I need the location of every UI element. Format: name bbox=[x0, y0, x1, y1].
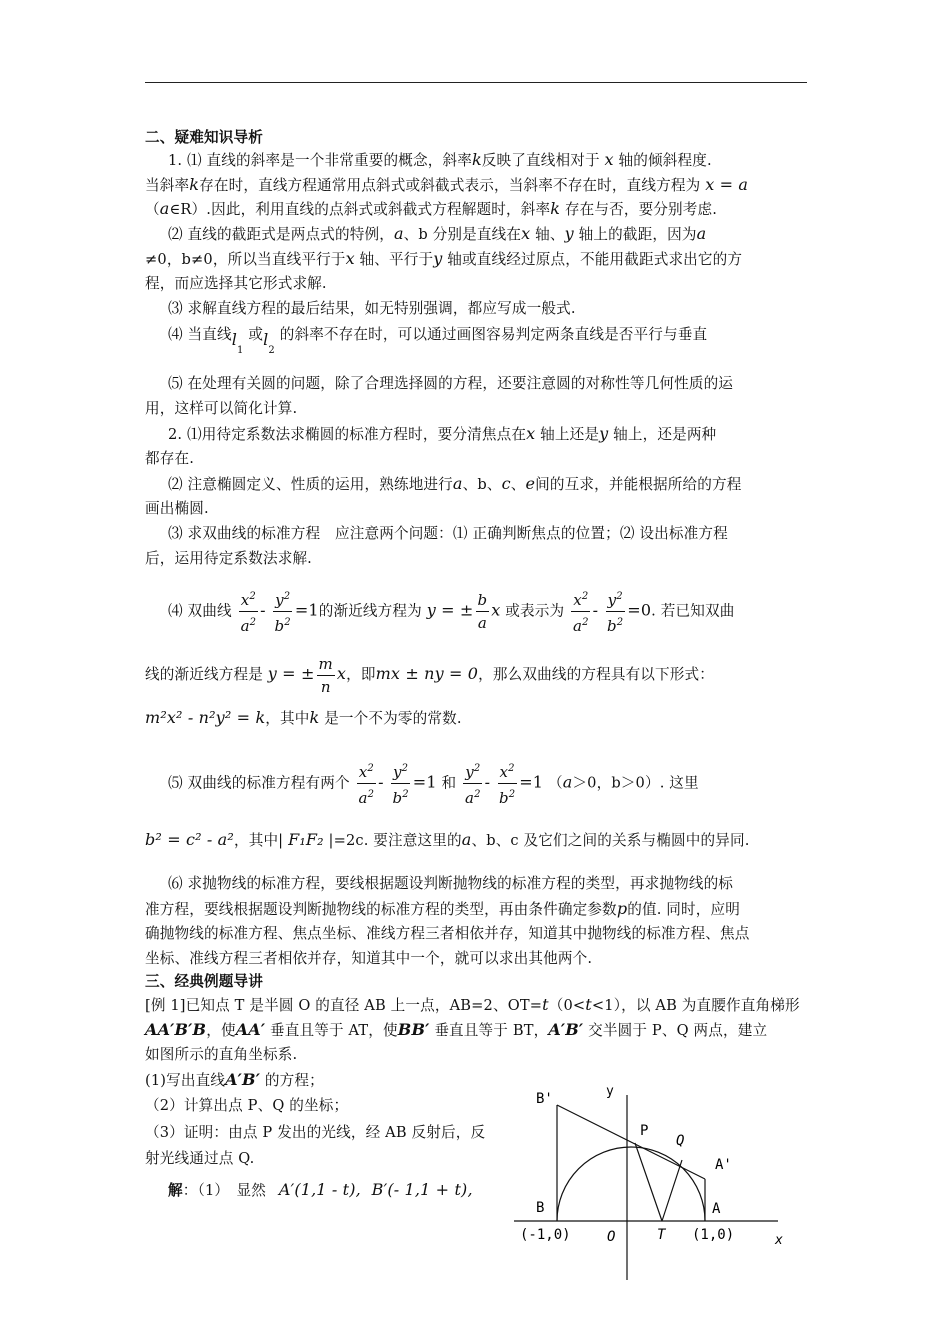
label-neg-one: (-1,0) bbox=[520, 1227, 571, 1243]
question-3-line-2: 射光线通过点 Q. bbox=[145, 1150, 255, 1167]
label-t: T bbox=[657, 1227, 666, 1243]
question-1: (1)写出直线A′B′ 的方程； bbox=[145, 1070, 324, 1089]
example-1-line-2: AA′B′B，使AA′ 垂直且等于 AT，使BB′ 垂直且等于 BT，A′B′ 交半圆于 P、Q 两点，建立 bbox=[145, 1020, 768, 1039]
section-2-heading: 二、疑难知识导析 bbox=[145, 129, 263, 146]
paragraph-1-line-2: 当斜率k存在时，直线方程通常用点斜式或斜截式表示，当斜率不存在时，直线方程为 x = a bbox=[145, 175, 749, 194]
solution-line: 解：（1） 显然 A′(1,1 - t), B′(- 1,1 + t), bbox=[168, 1180, 473, 1199]
segment-qt bbox=[662, 1160, 682, 1221]
paragraph-1-line-1: 1. ⑴ 直线的斜率是一个非常重要的概念，斜率k反映了直线相对于 x 轴的倾斜程度. bbox=[168, 150, 712, 169]
label-b-prime: B' bbox=[536, 1091, 553, 1107]
fraction-x2-a2: $\frac{x^2}{a^2}$ bbox=[239, 586, 259, 637]
question-3-line-1: （3）证明：由点 P 发出的光线，经 AB 反射后，反 bbox=[145, 1124, 486, 1141]
paragraph-9-line-3: m²x² - n²y² = k，其中k 是一个不为零的常数. bbox=[145, 708, 462, 727]
header-rule bbox=[145, 82, 807, 83]
label-a: A bbox=[712, 1201, 721, 1217]
paragraph-7-line-2: 画出椭圆. bbox=[145, 500, 209, 517]
fraction-x2-a2-c: $\frac{x^2}{a^2}$ bbox=[357, 758, 377, 809]
paragraph-8-line-2: 后，运用待定系数法求解. bbox=[145, 550, 312, 567]
fraction-y2-b2: $\frac{y^2}{b^2}$ bbox=[273, 586, 293, 637]
paragraph-1-line-3: （a∈R）.因此，利用直线的点斜式或斜截式方程解题时，斜率k 存在与否，要分别考虑. bbox=[145, 199, 718, 218]
semicircle bbox=[557, 1147, 705, 1221]
label-origin: O bbox=[607, 1229, 616, 1245]
fraction-y2-b2-c: $\frac{y^2}{b^2}$ bbox=[390, 758, 410, 809]
label-b: B bbox=[536, 1200, 545, 1216]
fraction-y2-a2: $\frac{y^2}{a^2}$ bbox=[463, 758, 483, 809]
paragraph-5-line-2: 用，这样可以简化计算. bbox=[145, 400, 298, 417]
fraction-x2-b2: $\frac{x^2}{b^2}$ bbox=[497, 758, 517, 809]
paragraph-9-line-1: ⑷ 双曲线 $\frac{x^2}{a^2}$ - $\frac{y^2}{b^2}$ =1的渐近线方程为 y = ± $\frac{b}{a}$ x 或表示为 $\frac{x^2}{a^2}$ - $\frac{y^2}{b^2}$ =0. 若已知双曲 bbox=[168, 586, 734, 634]
paragraph-11-line-4: 坐标、准线方程三者相依并存，知道其中一个，就可以求出其他两个. bbox=[145, 950, 593, 967]
label-a-prime: A' bbox=[715, 1157, 732, 1173]
paragraph-2-line-3: 程，而应选择其它形式求解. bbox=[145, 275, 327, 292]
paragraph-4: ⑷ 当直线$l_1$ 或$l_2$ 的斜率不存在时，可以通过画图容易判定两条直线是否平行与垂直 bbox=[168, 326, 708, 356]
paragraph-5-line-1: ⑸ 在处理有关圆的问题，除了合理选择圆的方程，还要注意圆的对称性等几何性质的运 bbox=[168, 375, 734, 392]
paragraph-7-line-1: ⑵ 注意椭圆定义、性质的运用，熟练地进行a、b、c、e间的互求，并能根据所给的方程 bbox=[168, 474, 742, 493]
example-1-line-1: [例 1]已知点 T 是半圆 O 的直径 AB 上一点，AB=2、OT=t（0<t<1），以 AB 为直腰作直角梯形 bbox=[145, 995, 800, 1014]
fraction-m-n: $\frac{m}{n}$ bbox=[318, 654, 333, 696]
label-y-axis: y bbox=[606, 1084, 614, 1099]
geometry-figure bbox=[500, 1075, 800, 1285]
question-2: （2）计算出点 P、Q 的坐标； bbox=[145, 1097, 349, 1114]
paragraph-9-line-2: 线的渐近线方程是 y = ± $\frac{m}{n}$ x，即mx ± ny = 0，那么双曲线的方程具有以下形式： bbox=[145, 654, 715, 696]
fraction-b-a: $\frac{b}{a}$ bbox=[477, 591, 488, 632]
paragraph-8-line-1: ⑶ 求双曲线的标准方程 应注意两个问题：⑴ 正确判断焦点的位置；⑵ 设出标准方程 bbox=[168, 525, 728, 542]
section-3-heading: 三、经典例题导讲 bbox=[145, 973, 263, 990]
segment-pt bbox=[635, 1143, 662, 1221]
paragraph-2-line-2: ≠0，b≠0，所以当直线平行于x 轴、平行于y 轴或直线经过原点，不能用截距式求出它的方 bbox=[145, 249, 743, 268]
fraction-y2-b2-b: $\frac{y^2}{b^2}$ bbox=[605, 586, 625, 637]
paragraph-10-line-1: ⑸ 双曲线的标准方程有两个 $\frac{x^2}{a^2}$ - $\frac{y^2}{b^2}$ =1 和 $\frac{y^2}{a^2}$ - $\frac{x^2}{b^2}$ =1 （a＞0，b＞0）. 这里 bbox=[168, 758, 699, 809]
paragraph-11-line-1: ⑹ 求抛物线的标准方程，要线根据题设判断抛物线的标准方程的类型，再求抛物线的标 bbox=[168, 875, 734, 892]
paragraph-2-line-1: ⑵ 直线的截距式是两点式的特例，a、b 分别是直线在x 轴、y 轴上的截距，因为a bbox=[168, 224, 707, 243]
label-q: Q bbox=[676, 1133, 685, 1149]
paragraph-11-line-3: 确抛物线的标准方程、焦点坐标、准线方程三者相依并存，知道其中抛物线的标准方程、焦点 bbox=[145, 925, 750, 942]
fraction-x2-a2-b: $\frac{x^2}{a^2}$ bbox=[571, 586, 591, 637]
label-p: P bbox=[640, 1123, 649, 1139]
paragraph-3: ⑶ 求解直线方程的最后结果，如无特别强调，都应写成一般式. bbox=[168, 300, 576, 317]
paragraph-11-line-2: 准方程，要线根据题设判断抛物线的标准方程的类型，再由条件确定参数p的值. 同时，应明 bbox=[145, 899, 741, 918]
paragraph-6-line-1: 2. ⑴用待定系数法求椭圆的标准方程时，要分清焦点在x 轴上还是y 轴上，还是两种 bbox=[168, 424, 717, 443]
paragraph-10-line-2: b² = c² - a²，其中| F₁F₂ |=2c. 要注意这里的a、b、c 及它们之间的关系与椭圆中的异同. bbox=[145, 830, 750, 849]
label-pos-one: (1,0) bbox=[692, 1227, 735, 1243]
label-x-axis: x bbox=[775, 1233, 783, 1248]
example-1-line-3: 如图所示的直角坐标系. bbox=[145, 1046, 298, 1063]
paragraph-6-line-2: 都存在. bbox=[145, 450, 195, 467]
